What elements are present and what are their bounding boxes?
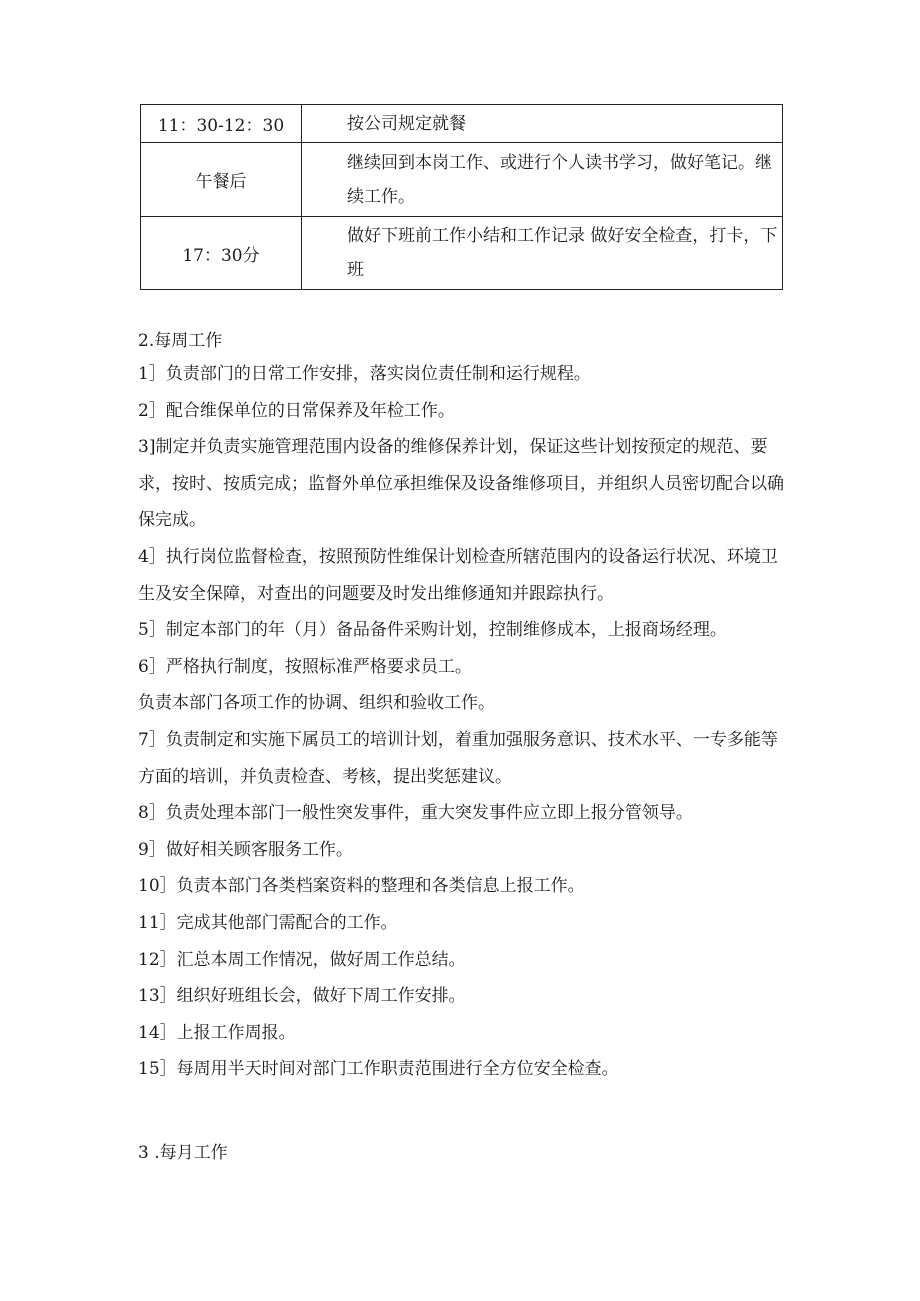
list-item: 2］配合维保单位的日常保养及年检工作。 [138, 400, 455, 421]
schedule-table [140, 104, 783, 290]
list-item: 3]制定并负责实施管理范围内设备的维修保养计划，保证这些计划按预定的规范、要求，按时、按质完成；监督外单位承担维保及设备维修项目，并组织人员密切配合以确保完成。 [138, 437, 784, 531]
table-row [141, 105, 783, 143]
list-item: 11］完成其他部门需配合的工作。 [138, 912, 398, 933]
section-heading-weekly: 2.每周工作 [138, 331, 223, 351]
description-cell: 按公司规定就餐 [302, 105, 783, 143]
list-item: 10］负责本部门各类档案资料的整理和各类信息上报工作。 [138, 876, 585, 897]
list-item: 7］负责制定和实施下属员工的培训计划，着重加强服务意识、技术水平、一专多能等方面的培训，并负责检查、考核，提出奖惩建议。 [138, 729, 778, 787]
time-cell: 11：30-12：30 [141, 105, 302, 143]
description-cell: 做好下班前工作小结和工作记录 做好安全检查，打卡，下班 [302, 217, 783, 290]
list-item: 13］组织好班组长会，做好下周工作安排。 [138, 986, 466, 1007]
section-heading-monthly: 3 .每月工作 [138, 1143, 228, 1163]
list-item: 1］负责部门的日常工作安排，落实岗位责任制和运行规程。 [138, 364, 591, 384]
list-item: 负责本部门各项工作的协调、组织和验收工作。 [138, 693, 495, 714]
list-item: 4］执行岗位监督检查，按照预防性维保计划检查所辖范围内的设备运行状况、环境卫生及安全保障，对查出的问题要及时发出维修通知并跟踪执行。 [138, 546, 778, 604]
list-item: 12］汇总本周工作情况，做好周工作总结。 [138, 949, 466, 970]
weekly-item-list [138, 356, 788, 1088]
table-row [141, 143, 783, 217]
list-item: 5］制定本部门的年（月）备品备件采购计划，控制维修成本，上报商场经理。 [138, 620, 727, 641]
description-cell: 继续回到本岗工作、或进行个人读书学习，做好笔记。继续工作。 [302, 143, 783, 217]
list-item: 8］负责处理本部门一般性突发事件，重大突发事件应立即上报分管领导。 [138, 803, 693, 824]
list-item: 6］严格执行制度，按照标准严格要求员工。 [138, 656, 472, 677]
time-cell: 午餐后 [141, 143, 302, 217]
table-row [141, 217, 783, 290]
time-cell: 17：30分 [141, 217, 302, 290]
list-item: 9］做好相关顾客服务工作。 [138, 839, 353, 860]
list-item: 14］上报工作周报。 [138, 1022, 296, 1043]
list-item: 15］每周用半天时间对部门工作职责范围进行全方位安全检查。 [138, 1059, 619, 1080]
